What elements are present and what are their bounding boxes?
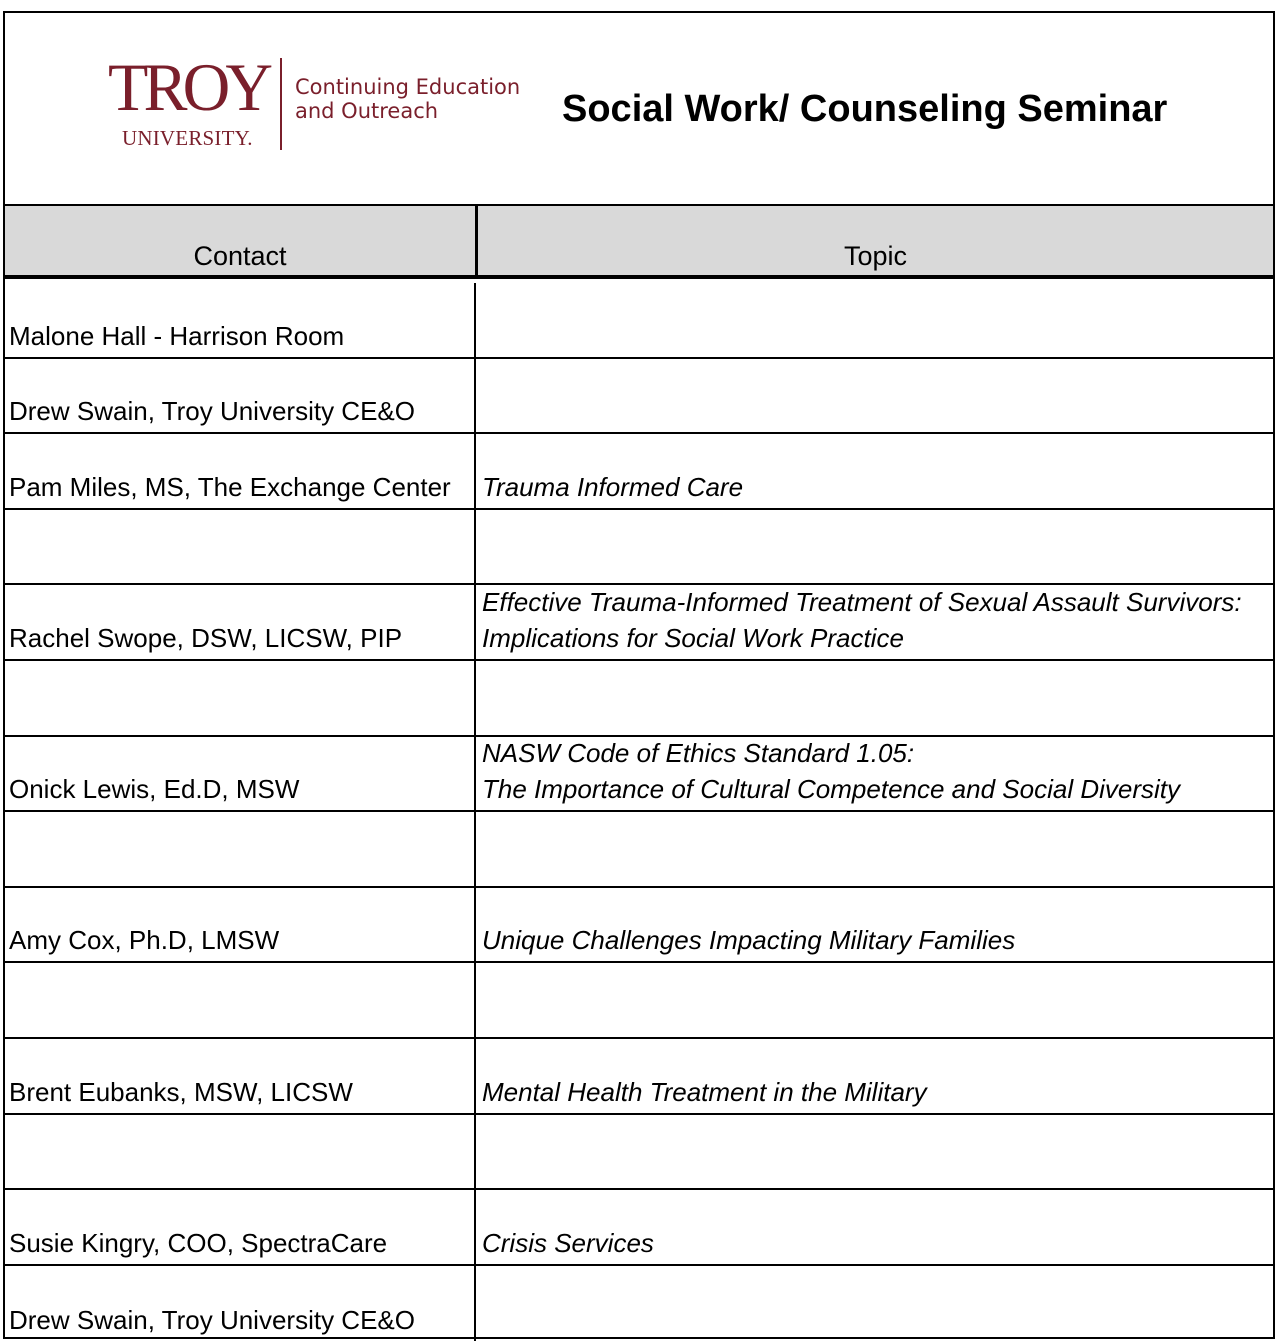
contact-cell <box>5 1266 476 1342</box>
topic-cell <box>476 283 1273 357</box>
table-row <box>5 963 1273 1039</box>
troy-university-logo <box>108 49 538 153</box>
topic-cell <box>476 1115 1273 1189</box>
table-row <box>5 812 1273 888</box>
table-row <box>5 1266 1273 1342</box>
topic-text: Mental Health Treatment in the Military <box>482 1076 927 1107</box>
contact-cell <box>5 359 476 433</box>
topic-cell <box>476 585 1273 659</box>
contact-cell <box>5 434 476 508</box>
topic-cell <box>476 661 1273 735</box>
contact-text: Drew Swain, Troy University CE&O <box>9 396 415 427</box>
contact-cell <box>5 1190 476 1264</box>
table-row <box>5 1190 1273 1266</box>
topic-text: NASW Code of Ethics Standard 1.05: <box>482 738 915 769</box>
logo-divider <box>280 58 282 150</box>
table-row <box>5 1115 1273 1191</box>
contact-text: Brent Eubanks, MSW, LICSW <box>9 1076 353 1107</box>
contact-text: Amy Cox, Ph.D, LMSW <box>9 925 280 956</box>
topic-text-line-2: Implications for Social Work Practice <box>482 622 904 653</box>
table-row <box>5 737 1273 813</box>
logo-wordmark: TROY <box>108 49 269 125</box>
column-header-row <box>5 206 1273 279</box>
topic-cell <box>476 1190 1273 1264</box>
seminar-schedule-sheet <box>3 11 1275 1339</box>
contact-text: Onick Lewis, Ed.D, MSW <box>9 774 300 805</box>
logo-unit-line-1: Continuing Education <box>295 75 521 99</box>
contact-cell <box>5 963 476 1037</box>
table-row <box>5 283 1273 359</box>
contact-cell <box>5 812 476 886</box>
topic-text: Crisis Services <box>482 1227 654 1258</box>
topic-cell <box>476 888 1273 962</box>
topic-cell <box>476 510 1273 584</box>
contact-cell <box>5 661 476 735</box>
table-row <box>5 359 1273 435</box>
contact-text: Drew Swain, Troy University CE&O <box>9 1305 415 1336</box>
contact-cell <box>5 737 476 811</box>
logo-unit-line-2: and Outreach <box>295 99 439 123</box>
contact-text: Rachel Swope, DSW, LICSW, PIP <box>9 622 403 653</box>
document-header <box>5 13 1273 206</box>
contact-text: Susie Kingry, COO, SpectraCare <box>9 1227 388 1258</box>
topic-cell <box>476 812 1273 886</box>
contact-cell <box>5 283 476 357</box>
topic-cell <box>476 434 1273 508</box>
contact-cell <box>5 1039 476 1113</box>
table-row <box>5 434 1273 510</box>
contact-cell <box>5 1115 476 1189</box>
table-row <box>5 510 1273 586</box>
topic-cell <box>476 1266 1273 1342</box>
topic-cell <box>476 359 1273 433</box>
column-header-contact: Contact <box>193 241 287 271</box>
column-header-topic: Topic <box>843 241 908 271</box>
contact-cell <box>5 510 476 584</box>
table-row <box>5 585 1273 661</box>
topic-text: Effective Trauma-Informed Treatment of Sexual Assault Survivors: <box>482 586 1242 617</box>
topic-cell <box>476 737 1273 811</box>
contact-text: Malone Hall - Harrison Room <box>9 320 345 351</box>
table-row <box>5 661 1273 737</box>
topic-text: Trauma Informed Care <box>482 471 744 502</box>
topic-text: Unique Challenges Impacting Military Families <box>482 925 1016 956</box>
page-title: Social Work/ Counseling Seminar <box>562 88 1168 130</box>
topic-text-line-2: The Importance of Cultural Competence and Social Diversity <box>482 774 1180 805</box>
contact-cell <box>5 888 476 962</box>
logo-unit-name <box>295 75 520 123</box>
contact-cell <box>5 585 476 659</box>
schedule-table-body <box>5 283 1273 1341</box>
topic-cell <box>476 1039 1273 1113</box>
table-row <box>5 1039 1273 1115</box>
logo-university-text: UNIVERSITY. <box>122 126 253 150</box>
topic-cell <box>476 963 1273 1037</box>
contact-text: Pam Miles, MS, The Exchange Center <box>9 471 451 502</box>
table-row <box>5 888 1273 964</box>
